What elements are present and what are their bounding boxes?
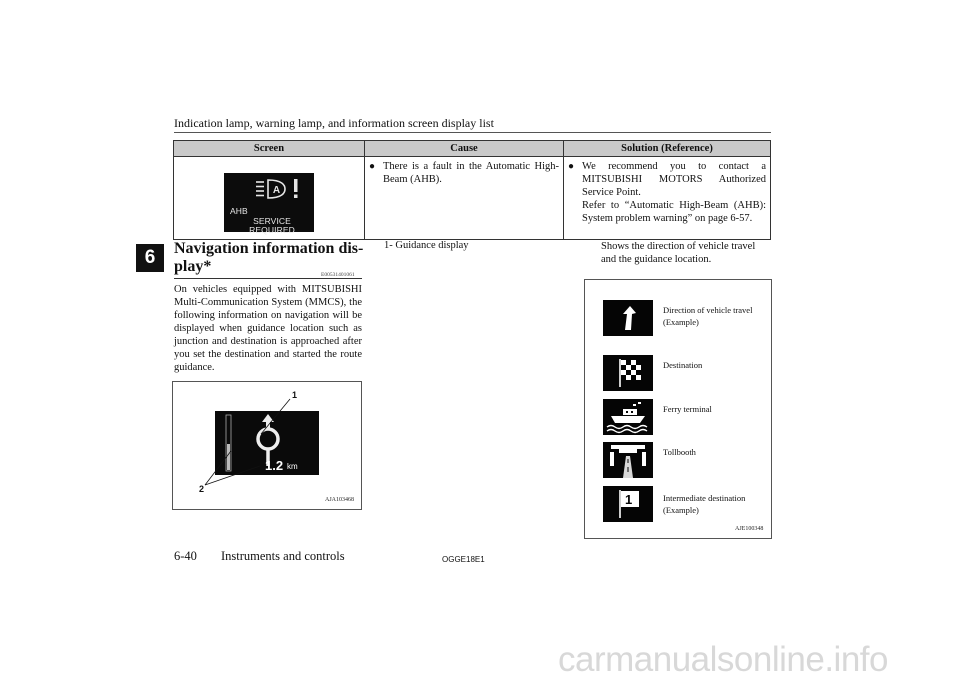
cause-cell	[365, 157, 564, 240]
tollbooth-icon	[603, 442, 653, 478]
list-item: 1- Guidance display	[384, 240, 469, 251]
cause-text: There is a fault in the Automatic High-Beam (AHB).	[383, 161, 559, 185]
svg-text:A: A	[272, 185, 281, 196]
checkered-flag-icon	[603, 355, 653, 391]
distance-value: 1.2	[265, 458, 284, 473]
table-header-row	[174, 141, 771, 157]
section-code: E00531401061	[321, 272, 355, 278]
column-header-solution: Solution (Reference)	[564, 141, 771, 157]
intermediate-flag-icon	[603, 486, 653, 522]
footer-code: OGGE18E1	[442, 555, 485, 564]
chapter-tab: 6	[136, 244, 164, 272]
auto-high-beam-warning-icon	[254, 177, 304, 201]
column-header-cause: Cause	[365, 141, 564, 157]
solution-reference: Refer to “Automatic High-Beam (AHB): System problem warning” on page 6-57.	[582, 200, 766, 224]
legend-label-direction: Direction of vehicle travel (Example)	[663, 305, 753, 327]
watermark: carmanualsonline.info	[558, 640, 888, 679]
legend-label-tollbooth: Tollbooth	[663, 447, 696, 457]
section-body: On vehicles equipped with MITSUBISHI Multi-Communication System (MMCS), the following information on navigation will be displayed when guidance location such as junction and destination is approached after you set the destination and started the route guidance.	[174, 284, 362, 373]
table-row	[174, 157, 771, 240]
header-divider	[174, 132, 771, 133]
figure-id: AJA103468	[325, 497, 355, 503]
legend-label-ferry: Ferry terminal	[663, 404, 712, 414]
solution-text: We recommend you to contact a MITSUBISHI MOTORS Authorized Service Point.	[582, 161, 766, 198]
ahb-screen-label: AHB	[230, 206, 248, 216]
screen-cell	[174, 157, 365, 240]
figure-id: AJE100348	[735, 526, 764, 532]
intermediate-number: 1	[625, 492, 633, 507]
legend-label-destination: Destination	[663, 360, 703, 370]
legend-label-intermediate: Intermediate destination (Example)	[663, 493, 746, 515]
column-header-screen: Screen	[174, 141, 365, 157]
ferry-icon	[603, 399, 653, 435]
guidance-display-figure	[172, 381, 362, 510]
section-divider	[174, 278, 362, 279]
bullet-icon: ●	[369, 161, 376, 172]
footer-section-title: Instruments and controls	[221, 549, 345, 563]
direction-arrow-icon	[603, 300, 653, 336]
ahb-screen-message: SERVICE REQUIRED	[249, 216, 295, 235]
guidance-icons-figure	[584, 279, 772, 539]
solution-cell	[564, 157, 771, 240]
guidance-description: Shows the direction of vehicle travel and the guidance location.	[601, 241, 756, 265]
section-heading: Navigation information dis- play*	[174, 240, 364, 275]
page-header-title: Indication lamp, warning lamp, and information screen display list	[174, 116, 494, 130]
callout-1: 1	[292, 390, 298, 400]
indicator-table	[173, 140, 771, 240]
callout-2: 2	[199, 484, 205, 494]
distance-unit: km	[287, 462, 298, 471]
page-number: 6-40	[174, 549, 197, 563]
ahb-warning-display	[224, 173, 314, 235]
bullet-icon: ●	[568, 161, 575, 172]
